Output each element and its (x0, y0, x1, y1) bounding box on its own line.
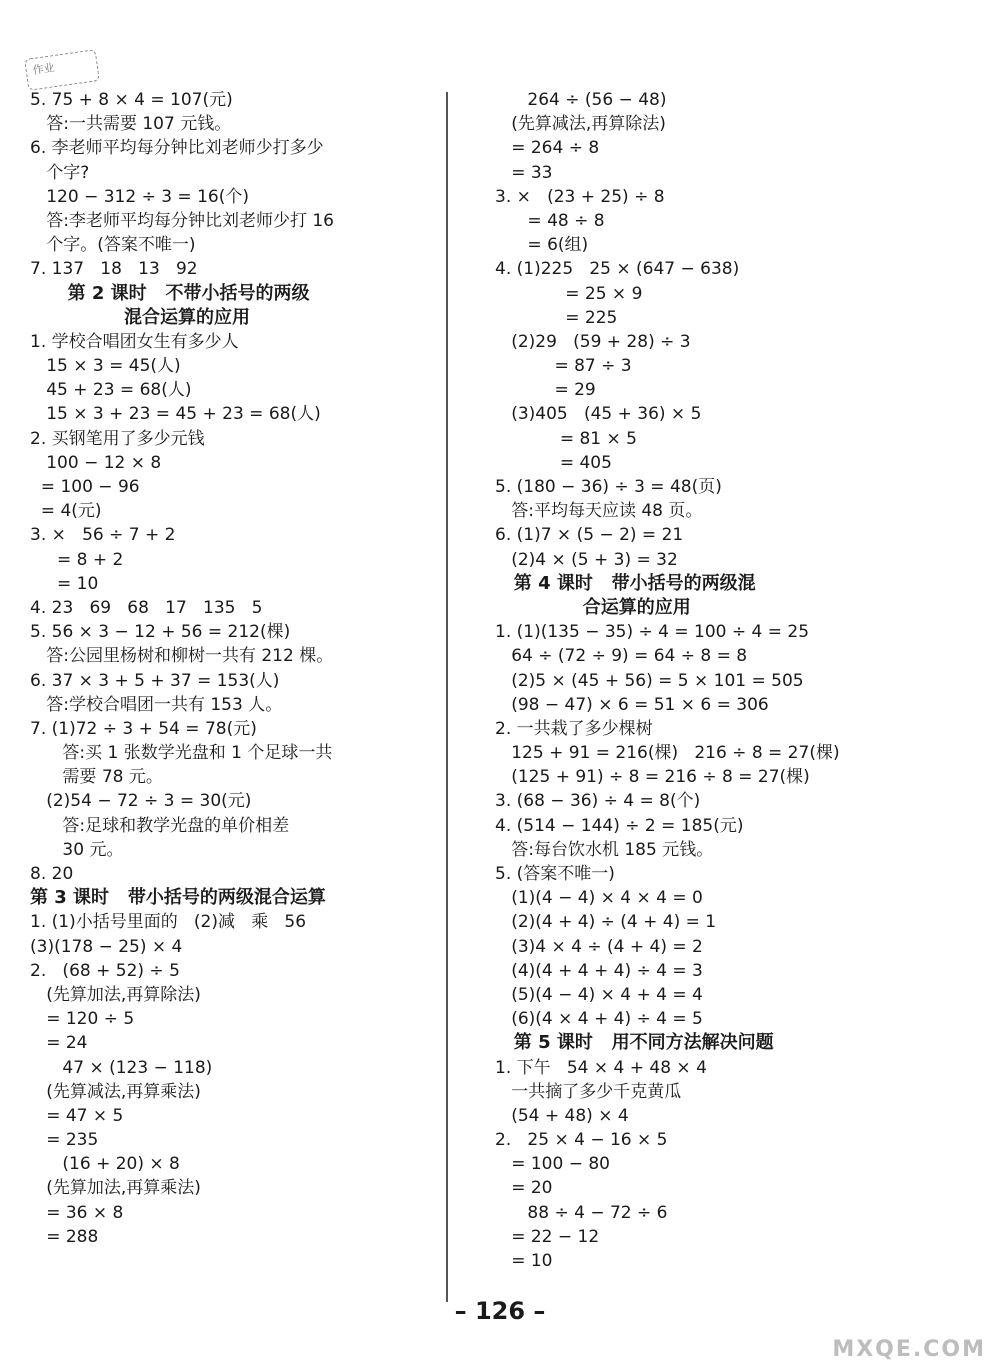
answer-line: 1. (1)(135 − 35) ÷ 4 = 100 ÷ 4 = 25 (495, 622, 810, 643)
section-heading: 第 2 课时 不带小括号的两级 (30, 282, 310, 304)
answer-line: (2)54 − 72 ÷ 3 = 30(元) (30, 791, 252, 812)
answer-line: 4. 23 69 68 17 135 5 (30, 597, 263, 618)
answer-line: = 87 ÷ 3 (495, 356, 632, 377)
answer-line: 需要 78 元。 (30, 767, 163, 788)
answer-line: 答:买 1 张数学光盘和 1 个足球一共 (30, 743, 333, 764)
answer-line: (1)(4 − 4) × 4 × 4 = 0 (495, 888, 703, 909)
answer-line: (6)(4 × 4 + 4) ÷ 4 = 5 (495, 1009, 703, 1030)
answer-line: (2)5 × (45 + 56) = 5 × 101 = 505 (495, 670, 804, 691)
answer-line: = 225 (495, 307, 618, 328)
answer-line: (先算加法,再算乘法) (30, 1178, 201, 1199)
answer-line: = 288 (30, 1226, 99, 1247)
answer-line: = 10 (30, 573, 99, 594)
answer-line: (5)(4 − 4) × 4 + 4 = 4 (495, 984, 703, 1005)
answer-line: = 25 × 9 (495, 283, 643, 304)
answer-line: 答:足球和教学光盘的单价相差 (30, 815, 290, 836)
right-column (495, 88, 975, 1273)
answer-line: 5. 56 × 3 − 12 + 56 = 212(棵) (30, 622, 291, 643)
answer-line: 答:学校合唱团一共有 153 人。 (30, 694, 283, 715)
answer-line: 4. (1)225 25 × (647 − 638) (495, 259, 740, 280)
answer-line: 2. (68 + 52) ÷ 5 (30, 960, 180, 981)
answer-line: = 8 + 2 (30, 549, 124, 570)
answer-line: 3. × 56 ÷ 7 + 2 (30, 525, 176, 546)
answer-line: 答:李老师平均每分钟比刘老师少打 16 (30, 210, 334, 231)
answer-line: 15 × 3 + 23 = 45 + 23 = 68(人) (30, 404, 321, 425)
column-divider (446, 92, 448, 1302)
answer-line: (3)4 × 4 ÷ (4 + 4) = 2 (495, 936, 703, 957)
answer-line: = 24 (30, 1033, 88, 1054)
answer-line: (先算加法,再算除法) (30, 984, 201, 1005)
answer-line: 5. (180 − 36) ÷ 3 = 48(页) (495, 477, 722, 497)
answer-line: = 20 (495, 1178, 553, 1199)
answer-line: 2. 一共栽了多少棵树 (495, 718, 653, 739)
watermark-text: MXQE.COM (832, 1337, 986, 1362)
answer-line: (2)4 × (5 + 3) = 32 (495, 549, 678, 570)
answer-line: 5. 75 + 8 × 4 = 107(元) (30, 90, 233, 110)
answer-line: 1. (1)小括号里面的 (2)减 乘 56 (30, 912, 307, 933)
answer-line: = 48 ÷ 8 (495, 210, 605, 231)
answer-line: 1. 下午 54 × 4 + 48 × 4 (495, 1057, 707, 1078)
section-heading: 混合运算的应用 (30, 306, 250, 328)
answer-line: 个字? (30, 162, 90, 183)
answer-line: 答:每台饮水机 185 元钱。 (495, 839, 714, 860)
answer-line: = 29 (495, 380, 596, 401)
answer-line: = 120 ÷ 5 (30, 1009, 135, 1030)
answer-line: (2)(4 + 4) ÷ (4 + 4) = 1 (495, 912, 717, 933)
answer-line: 6. 李老师平均每分钟比刘老师少打多少 (30, 138, 324, 159)
answer-line: 100 − 12 × 8 (30, 452, 162, 473)
section-heading: 合运算的应用 (495, 596, 691, 618)
answer-line: = 10 (495, 1251, 553, 1271)
page-number: – 126 – (454, 1297, 546, 1325)
answer-line: = 22 − 12 (495, 1226, 600, 1247)
section-heading: 第 5 课时 用不同方法解决问题 (495, 1032, 774, 1054)
answer-line: = 264 ÷ 8 (495, 138, 600, 159)
answer-line: 答:公园里杨树和柳树一共有 212 棵。 (30, 646, 334, 667)
answer-line: 6. (1)7 × (5 − 2) = 21 (495, 525, 684, 546)
answer-line: 30 元。 (30, 839, 124, 860)
answer-line: 15 × 3 = 45(人) (30, 356, 181, 377)
answer-line: (2)29 (59 + 28) ÷ 3 (495, 331, 691, 352)
answer-line: 47 × (123 − 118) (30, 1057, 213, 1078)
answer-line: 3. × (23 + 25) ÷ 8 (495, 186, 665, 207)
answer-line: (125 + 91) ÷ 8 = 216 ÷ 8 = 27(棵) (495, 767, 810, 788)
section-heading: 第 4 课时 带小括号的两级混 (495, 572, 756, 594)
answer-line: 88 ÷ 4 − 72 ÷ 6 (495, 1202, 668, 1223)
answer-line: 125 + 91 = 216(棵) 216 ÷ 8 = 27(棵) (495, 743, 840, 764)
answer-line: 5. (答案不唯一) (495, 864, 615, 884)
answer-line: 答:一共需要 107 元钱。 (30, 114, 232, 135)
answer-line: 7. (1)72 ÷ 3 + 54 = 78(元) (30, 718, 257, 739)
answer-line: (先算减法,再算除法) (495, 114, 666, 135)
answer-line: 个字。(答案不唯一) (30, 235, 196, 256)
answer-line: = 405 (495, 452, 612, 473)
answer-line: (3)405 (45 + 36) × 5 (495, 404, 702, 425)
answer-line: (16 + 20) × 8 (30, 1154, 180, 1175)
section-heading: 第 3 课时 带小括号的两级混合运算 (30, 887, 326, 909)
answer-line: = 235 (30, 1130, 99, 1151)
answer-line: (先算减法,再算乘法) (30, 1081, 201, 1102)
answer-line: = 100 − 80 (495, 1154, 610, 1175)
homework-stamp: 作业 (24, 49, 100, 91)
answer-line: 2. 买钢笔用了多少元钱 (30, 428, 205, 449)
answer-line: = 100 − 96 (30, 477, 140, 497)
answer-line: = 4(元) (30, 501, 102, 522)
answer-line: 45 + 23 = 68(人) (30, 380, 192, 401)
answer-line: 4. (514 − 144) ÷ 2 = 185(元) (495, 815, 744, 836)
answer-line: 1. 学校合唱团女生有多少人 (30, 331, 239, 352)
answer-line: 答:平均每天应读 48 页。 (495, 501, 703, 522)
answer-line: 64 ÷ (72 ÷ 9) = 64 ÷ 8 = 8 (495, 646, 748, 667)
answer-line: 一共摘了多少千克黄瓜 (495, 1081, 682, 1102)
answer-line: 2. 25 × 4 − 16 × 5 (495, 1130, 668, 1151)
answer-line: 8. 20 (30, 864, 74, 884)
answer-line: = 33 (495, 162, 553, 183)
answer-line: = 47 × 5 (30, 1105, 124, 1126)
answer-line: 120 − 312 ÷ 3 = 16(个) (30, 186, 249, 207)
answer-line: 3. (68 − 36) ÷ 4 = 8(个) (495, 791, 701, 812)
answer-line: 7. 137 18 13 92 (30, 259, 198, 280)
answer-line: = 81 × 5 (495, 428, 637, 449)
answer-line: (4)(4 + 4 + 4) ÷ 4 = 3 (495, 960, 703, 981)
answer-line: (54 + 48) × 4 (495, 1105, 629, 1126)
answer-line: (3)(178 − 25) × 4 (30, 936, 183, 957)
answer-line: = 36 × 8 (30, 1202, 124, 1223)
left-column (30, 88, 430, 1249)
answer-line: (98 − 47) × 6 = 51 × 6 = 306 (495, 694, 769, 715)
answer-line: 6. 37 × 3 + 5 + 37 = 153(人) (30, 670, 280, 691)
answer-line: = 6(组) (495, 235, 589, 256)
answer-line: 264 ÷ (56 − 48) (495, 90, 667, 110)
